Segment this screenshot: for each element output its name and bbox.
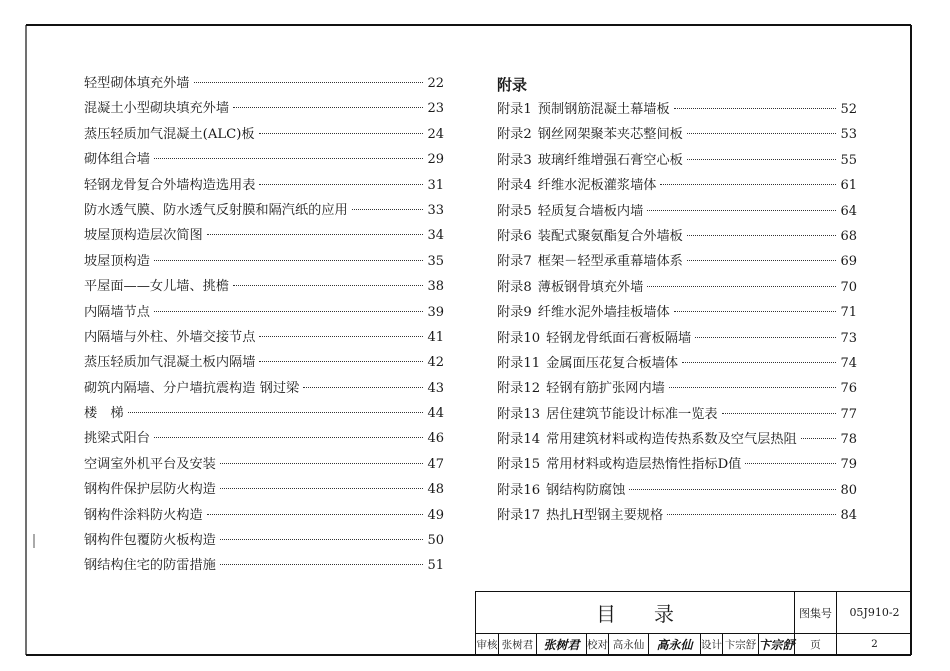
appendix-number: 附录16 (497, 482, 541, 498)
toc-entry[interactable] (84, 504, 444, 529)
toc-entry-title: 挑梁式阳台 (84, 431, 150, 447)
dot-leader (647, 286, 836, 287)
dot-leader (220, 539, 424, 540)
toc-entry-page: 38 (427, 279, 444, 295)
toc-entry-page: 29 (427, 152, 444, 168)
dot-leader (669, 387, 837, 388)
title-block (475, 591, 912, 654)
toc-entry-title: 纤维水泥板灌浆墙体 (537, 178, 657, 194)
toc-entry-title: 轻钢龙骨纸面石膏板隔墙 (546, 330, 692, 346)
dot-leader (745, 463, 836, 464)
atlas-label: 图集号 (794, 592, 836, 633)
toc-entry-title: 金属面压花复合板墙体 (546, 355, 679, 371)
appendix-number: 附录9 (497, 305, 532, 321)
toc-entry[interactable] (84, 275, 444, 300)
toc-entry[interactable] (84, 174, 444, 199)
toc-entry[interactable] (497, 301, 857, 326)
dot-leader (154, 311, 424, 312)
toc-entry[interactable] (84, 427, 444, 452)
toc-entry[interactable] (84, 529, 444, 554)
toc-entry-title: 钢结构防腐蚀 (546, 482, 626, 498)
dot-leader (687, 133, 837, 134)
atlas-number: 05J910-2 (836, 592, 912, 633)
toc-entry[interactable] (497, 225, 857, 250)
toc-entry-title: 砌体组合墙 (84, 152, 150, 168)
toc-entry-page: 74 (840, 355, 857, 371)
sheet-title: 目录 (596, 602, 712, 626)
appendix-number: 附录15 (497, 457, 541, 473)
appendix-number: 附录17 (497, 508, 541, 524)
toc-entry[interactable] (497, 98, 857, 123)
toc-entry[interactable] (497, 377, 857, 402)
appendix-number: 附录2 (497, 127, 532, 143)
toc-entry-page: 41 (427, 329, 444, 345)
toc-entry-page: 35 (427, 253, 444, 269)
toc-entry-title: 砌筑内隔墙、分户墙抗震构造 钢过梁 (84, 380, 300, 396)
toc-entry-page: 64 (840, 203, 857, 219)
toc-entry-title: 楼 梯 (84, 406, 124, 422)
toc-entry-page: 34 (427, 228, 444, 244)
toc-entry-title: 内隔墙与外柱、外墙交接节点 (84, 329, 256, 345)
dot-leader (629, 489, 836, 490)
appendix-number: 附录10 (497, 330, 541, 346)
appendix-number: 附录3 (497, 152, 532, 168)
toc-entry[interactable] (84, 148, 444, 173)
toc-entry-title: 钢构件保护层防火构造 (84, 482, 216, 498)
toc-entry-page: 50 (427, 533, 444, 549)
toc-entry[interactable] (84, 199, 444, 224)
toc-entry-page: 76 (840, 381, 857, 397)
dot-leader (660, 184, 836, 185)
toc-entry-title: 蒸压轻质加气混凝土(ALC)板 (84, 126, 255, 142)
toc-entry-page: 31 (427, 177, 444, 193)
dot-leader (259, 133, 424, 134)
toc-entry[interactable] (84, 301, 444, 326)
toc-entry-title: 框架－轻型承重幕墙体系 (537, 254, 683, 270)
toc-entry-page: 79 (840, 457, 857, 473)
toc-entry[interactable] (497, 327, 857, 352)
toc-entry-page: 52 (840, 102, 857, 117)
toc-entry-page: 61 (840, 178, 857, 194)
toc-entry-page: 42 (427, 355, 444, 371)
appendix-number: 附录6 (497, 228, 532, 244)
dot-leader (154, 437, 424, 438)
appendix-number: 附录14 (497, 432, 541, 448)
toc-entry[interactable] (84, 72, 444, 97)
dot-leader (220, 488, 424, 489)
toc-entry-page: 44 (427, 406, 444, 422)
dot-leader (207, 514, 424, 515)
toc-entry-page: 78 (840, 432, 857, 448)
page-label: 页 (794, 634, 836, 654)
dot-leader (207, 234, 424, 235)
toc-entry-page: 24 (427, 126, 444, 142)
toc-entry[interactable] (84, 351, 444, 376)
title-block-bottom-row (476, 634, 912, 654)
dot-leader (687, 159, 837, 160)
toc-entry[interactable] (497, 174, 857, 199)
appendix-heading: 附录 (497, 76, 528, 94)
toc-entry-title: 坡屋顶构造 (84, 253, 150, 269)
toc-entry-title: 装配式聚氨酯复合外墙板 (537, 228, 683, 244)
toc-entry-page: 46 (427, 431, 444, 447)
dot-leader (154, 260, 424, 261)
appendix-number: 附录1 (497, 102, 532, 117)
dot-leader (233, 107, 423, 108)
appendix-number: 附录12 (497, 381, 541, 397)
dot-leader (259, 184, 423, 185)
toc-entry[interactable] (84, 453, 444, 478)
dot-leader (128, 412, 424, 413)
toc-entry-page: 39 (427, 304, 444, 320)
toc-entry-page: 71 (840, 305, 857, 321)
appendix-list (497, 98, 857, 530)
toc-entry[interactable] (84, 402, 444, 427)
toc-entry-title: 钢构件涂料防火构造 (84, 507, 203, 523)
toc-entry-title: 常用建筑材料或构造传热系数及空气层热阻 (546, 432, 797, 448)
toc-entry-page: 68 (840, 228, 857, 244)
toc-entry-page: 47 (427, 456, 444, 472)
toc-entry-title: 轻钢有筋扩张网内墙 (546, 381, 665, 397)
toc-entry[interactable] (497, 352, 857, 377)
dot-leader (220, 463, 424, 464)
toc-entry-page: 84 (840, 508, 857, 524)
toc-entry-page: 23 (427, 101, 444, 117)
dot-leader (194, 82, 424, 83)
toc-entry-title: 纤维水泥外墙挂板墙体 (537, 305, 670, 321)
dot-leader (259, 336, 423, 337)
dot-leader (801, 438, 837, 439)
dot-leader (233, 285, 423, 286)
reviewer-signature: 张树君 (536, 634, 586, 654)
toc-entry-title: 轻钢龙骨复合外墙构造选用表 (84, 177, 256, 193)
toc-entry[interactable] (84, 123, 444, 148)
toc-entry-page: 49 (427, 507, 444, 523)
toc-entry-page: 70 (840, 279, 857, 295)
toc-entry-page: 80 (840, 482, 857, 498)
appendix-number: 附录13 (497, 406, 541, 422)
checker-name: 高永仙 (608, 634, 648, 654)
dot-leader (682, 362, 836, 363)
toc-entry-page: 51 (427, 558, 444, 574)
toc-entry-title: 混凝土小型砌块填充外墙 (84, 101, 230, 117)
toc-entry[interactable] (84, 554, 444, 579)
toc-entry[interactable] (84, 224, 444, 249)
dot-leader (687, 260, 837, 261)
page-number: 2 (836, 634, 912, 654)
dot-leader (352, 209, 424, 210)
toc-entry[interactable] (84, 326, 444, 351)
appendix-number: 附录5 (497, 203, 532, 219)
toc-entry-title: 蒸压轻质加气混凝土板内隔墙 (84, 355, 256, 371)
toc-entry-title: 居住建筑节能设计标准一览表 (546, 406, 718, 422)
toc-entry-title: 防水透气膜、防水透气反射膜和隔汽纸的应用 (84, 202, 348, 218)
toc-entry-title: 玻璃纤维增强石膏空心板 (537, 152, 683, 168)
toc-entry-title: 钢丝网架聚苯夹芯整间板 (537, 127, 683, 143)
dot-leader (259, 361, 423, 362)
dot-leader (667, 514, 836, 515)
title-block-top-row (476, 592, 912, 634)
toc-entry[interactable] (497, 453, 857, 478)
review-label: 审核 (476, 638, 498, 651)
toc-entry-title: 预制钢筋混凝土幕墙板 (537, 102, 670, 117)
toc-entry-page: 43 (427, 380, 444, 396)
dot-leader (647, 210, 836, 211)
toc-entry-page: 69 (840, 254, 857, 270)
toc-entry-page: 22 (427, 76, 444, 91)
toc-entry-title: 空调室外机平台及安装 (84, 456, 216, 472)
appendix-number: 附录11 (497, 355, 541, 371)
dot-leader (695, 337, 836, 338)
appendix-number: 附录8 (497, 279, 532, 295)
toc-entry-title: 坡屋顶构造层次简图 (84, 228, 203, 244)
toc-entry[interactable] (84, 478, 444, 503)
toc-entry-title: 内隔墙节点 (84, 304, 150, 320)
toc-entry[interactable] (497, 250, 857, 275)
toc-entry-page: 53 (840, 127, 857, 143)
toc-entry[interactable] (497, 123, 857, 148)
checker-signature: 高永仙 (648, 634, 700, 654)
toc-entry-page: 33 (427, 202, 444, 218)
toc-entry-title: 常用材料或构造层热惰性指标D值 (546, 457, 742, 473)
toc-entry-title: 钢结构住宅的防雷措施 (84, 558, 216, 574)
appendix-column (497, 72, 857, 530)
toc-entry[interactable] (84, 377, 444, 402)
toc-entry[interactable] (84, 250, 444, 275)
toc-entry[interactable] (497, 428, 857, 453)
toc-entry-title: 平屋面——女儿墙、挑檐 (84, 279, 230, 295)
toc-entry-title: 轻质复合墙板内墙 (537, 203, 644, 219)
dot-leader (722, 413, 837, 414)
toc-entry-title: 薄板钢骨填充外墙 (537, 279, 644, 295)
toc-entry[interactable] (84, 97, 444, 122)
appendix-number: 附录7 (497, 254, 532, 270)
toc-entry-page: 73 (840, 330, 857, 346)
toc-entry-page: 77 (840, 406, 857, 422)
reviewer-name: 张树君 (498, 634, 536, 654)
designer-name: 卞宗舒 (722, 634, 758, 654)
toc-entry[interactable] (497, 479, 857, 504)
dot-leader (674, 311, 837, 312)
dot-leader (687, 235, 837, 236)
toc-entry[interactable] (497, 149, 857, 174)
toc-left-column (84, 72, 444, 580)
toc-entry[interactable] (497, 504, 857, 529)
toc-entry[interactable] (497, 200, 857, 225)
dot-leader (303, 387, 423, 388)
toc-entry[interactable] (497, 276, 857, 301)
toc-entry-page: 55 (840, 152, 857, 168)
designer-signature: 卞宗舒 (758, 634, 794, 654)
appendix-number: 附录4 (497, 178, 532, 194)
toc-entry-title: 轻型砌体填充外墙 (84, 76, 190, 91)
toc-entry-page: 48 (427, 482, 444, 498)
toc-entry-title: 钢构件包覆防火板构造 (84, 533, 216, 549)
toc-entry-title: 热扎H型钢主要规格 (546, 508, 664, 524)
check-label: 校对 (586, 634, 608, 654)
design-label: 设计 (700, 634, 722, 654)
dot-leader (220, 564, 424, 565)
dot-leader (674, 108, 837, 109)
toc-entry[interactable] (497, 403, 857, 428)
dot-leader (154, 158, 424, 159)
